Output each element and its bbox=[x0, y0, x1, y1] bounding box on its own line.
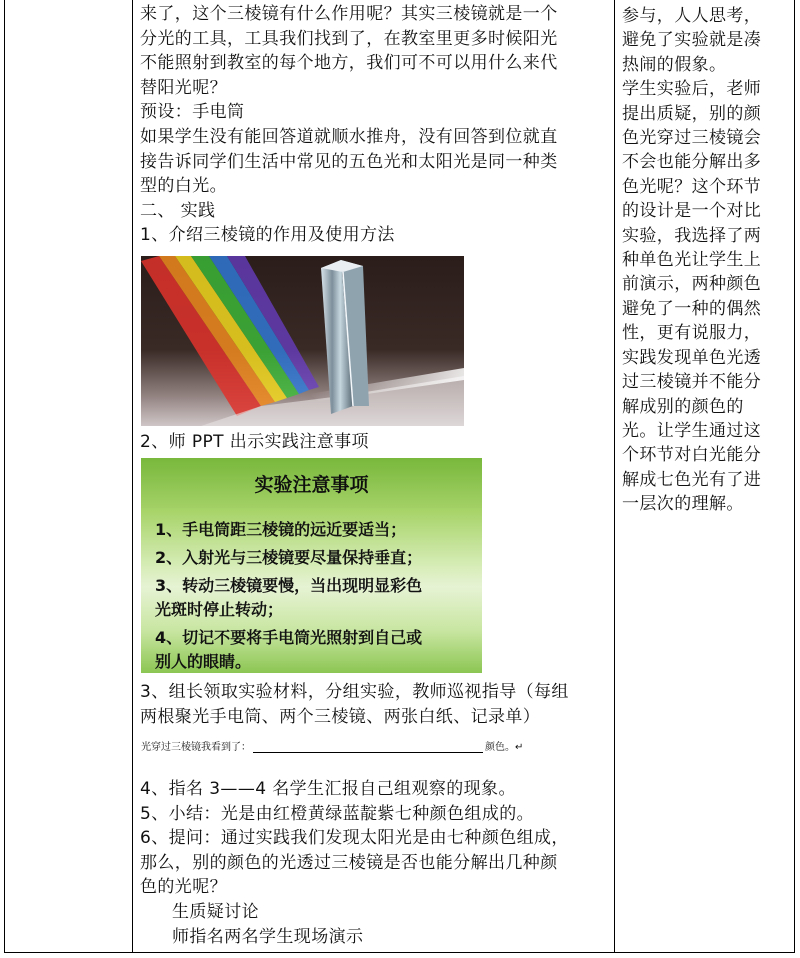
text-line: 6、提问：通过实践我们发现太阳光是由七种颜色组成， bbox=[140, 828, 569, 849]
step-3-block bbox=[140, 680, 569, 729]
note-line: 参与，人人思考， bbox=[622, 6, 762, 26]
note-line: 色光呢？这个环节 bbox=[622, 176, 762, 197]
text-line: 色的光呢？ bbox=[140, 877, 227, 898]
note-line: 前演示，两种颜色 bbox=[622, 274, 762, 295]
note-line: 实验，我选择了两 bbox=[622, 225, 762, 246]
note-line: 种单色光让学生上 bbox=[622, 250, 762, 271]
step-2-line: 2、师 PPT 出示实践注意事项 bbox=[140, 432, 369, 452]
text-line: 来了，这个三棱镜有什么作用呢？其实三棱镜就是一个 bbox=[140, 4, 558, 24]
note-line: 个环节对白光能分 bbox=[622, 445, 762, 466]
table-divider-left bbox=[132, 0, 133, 953]
design-notes-column bbox=[622, 4, 790, 517]
text-line: 生质疑讨论 bbox=[172, 901, 259, 922]
note-line: 提出质疑，别的颜 bbox=[622, 103, 762, 124]
note-line: 色光穿过三棱镜会 bbox=[622, 128, 762, 149]
worksheet-blank bbox=[253, 752, 483, 753]
note-line: 避免了一种的偶然 bbox=[622, 298, 762, 319]
prism-photo bbox=[141, 256, 464, 426]
note-line: 避免了实验就是凑 bbox=[622, 30, 762, 51]
text-line: 那么，别的颜色的光透过三棱镜是否也能分解出几种颜 bbox=[140, 852, 558, 873]
note-line: 的设计是一个对比 bbox=[622, 201, 762, 222]
text-line: 不能照射到教室的每个地方，我们可不可以用什么来代 bbox=[140, 53, 558, 74]
note-line: 解成七色光有了进 bbox=[622, 469, 762, 490]
lesson-content-column bbox=[140, 2, 608, 248]
note-line: 实践发现单色光透 bbox=[622, 347, 762, 368]
text-line: 接告诉同学们生活中常见的五色光和太阳光是同一种类 bbox=[140, 151, 558, 172]
steps-4-6-block bbox=[140, 777, 569, 949]
slide-title: 实验注意事项 bbox=[254, 474, 369, 496]
prism-illustration bbox=[141, 256, 464, 426]
slide-item: 1、手电筒距三棱镜的远近要适当； bbox=[155, 520, 407, 539]
note-line: 过三棱镜并不能分 bbox=[622, 372, 762, 393]
note-line: 学生实验后，老师 bbox=[622, 79, 762, 100]
text-line: 5、小结：光是由红橙黄绿蓝靛紫七种颜色组成的。 bbox=[140, 803, 535, 824]
slide-item: 4、切记不要将手电筒光照射到自己或 bbox=[155, 628, 423, 647]
text-line: 替阳光呢？ bbox=[140, 77, 227, 98]
worksheet-prefix: 光穿过三棱镜我看到了： bbox=[141, 742, 251, 753]
worksheet-line bbox=[141, 738, 523, 753]
text-line: 4、指名 3——4 名学生汇报自己组观察的现象。 bbox=[140, 779, 516, 799]
worksheet-suffix: 颜色。↵ bbox=[485, 742, 524, 753]
slide-item: 3、转动三棱镜要慢，当出现明显彩色 bbox=[155, 576, 423, 595]
text-line: 预设：手电筒 bbox=[140, 102, 245, 123]
note-line: 解成别的颜色的 bbox=[622, 396, 744, 417]
note-line: 一层次的理解。 bbox=[622, 494, 744, 515]
text-line: 两根聚光手电筒、两个三棱镜、两张白纸、记录单） bbox=[140, 706, 541, 727]
ppt-slide bbox=[141, 458, 482, 673]
note-line: 光。让学生通过这 bbox=[622, 420, 762, 441]
slide-item: 2、入射光与三棱镜要尽量保持垂直； bbox=[155, 548, 423, 567]
text-line: 师指名两名学生现场演示 bbox=[172, 926, 364, 947]
note-line: 性，更有说服力， bbox=[622, 323, 762, 344]
table-divider-right bbox=[614, 0, 615, 953]
note-line: 热闹的假象。 bbox=[622, 54, 727, 75]
text-line: 分光的工具，工具我们找到了，在教室里更多时候阳光 bbox=[140, 28, 558, 49]
text-line: 3、组长领取实验材料，分组实验，教师巡视指导（每组 bbox=[140, 682, 569, 702]
text-line: 型的白光。 bbox=[140, 176, 227, 197]
slide-item: 光斑时停止转动； bbox=[155, 600, 284, 619]
note-line: 不会也能分解出多 bbox=[622, 152, 762, 173]
section-heading: 二、 实践 bbox=[140, 200, 216, 221]
text-line: 1、介绍三棱镜的作用及使用方法 bbox=[140, 225, 395, 246]
slide-item: 别人的眼睛。 bbox=[155, 652, 252, 671]
text-line: 如果学生没有能回答道就顺水推舟，没有回答到位就直 bbox=[140, 126, 558, 147]
